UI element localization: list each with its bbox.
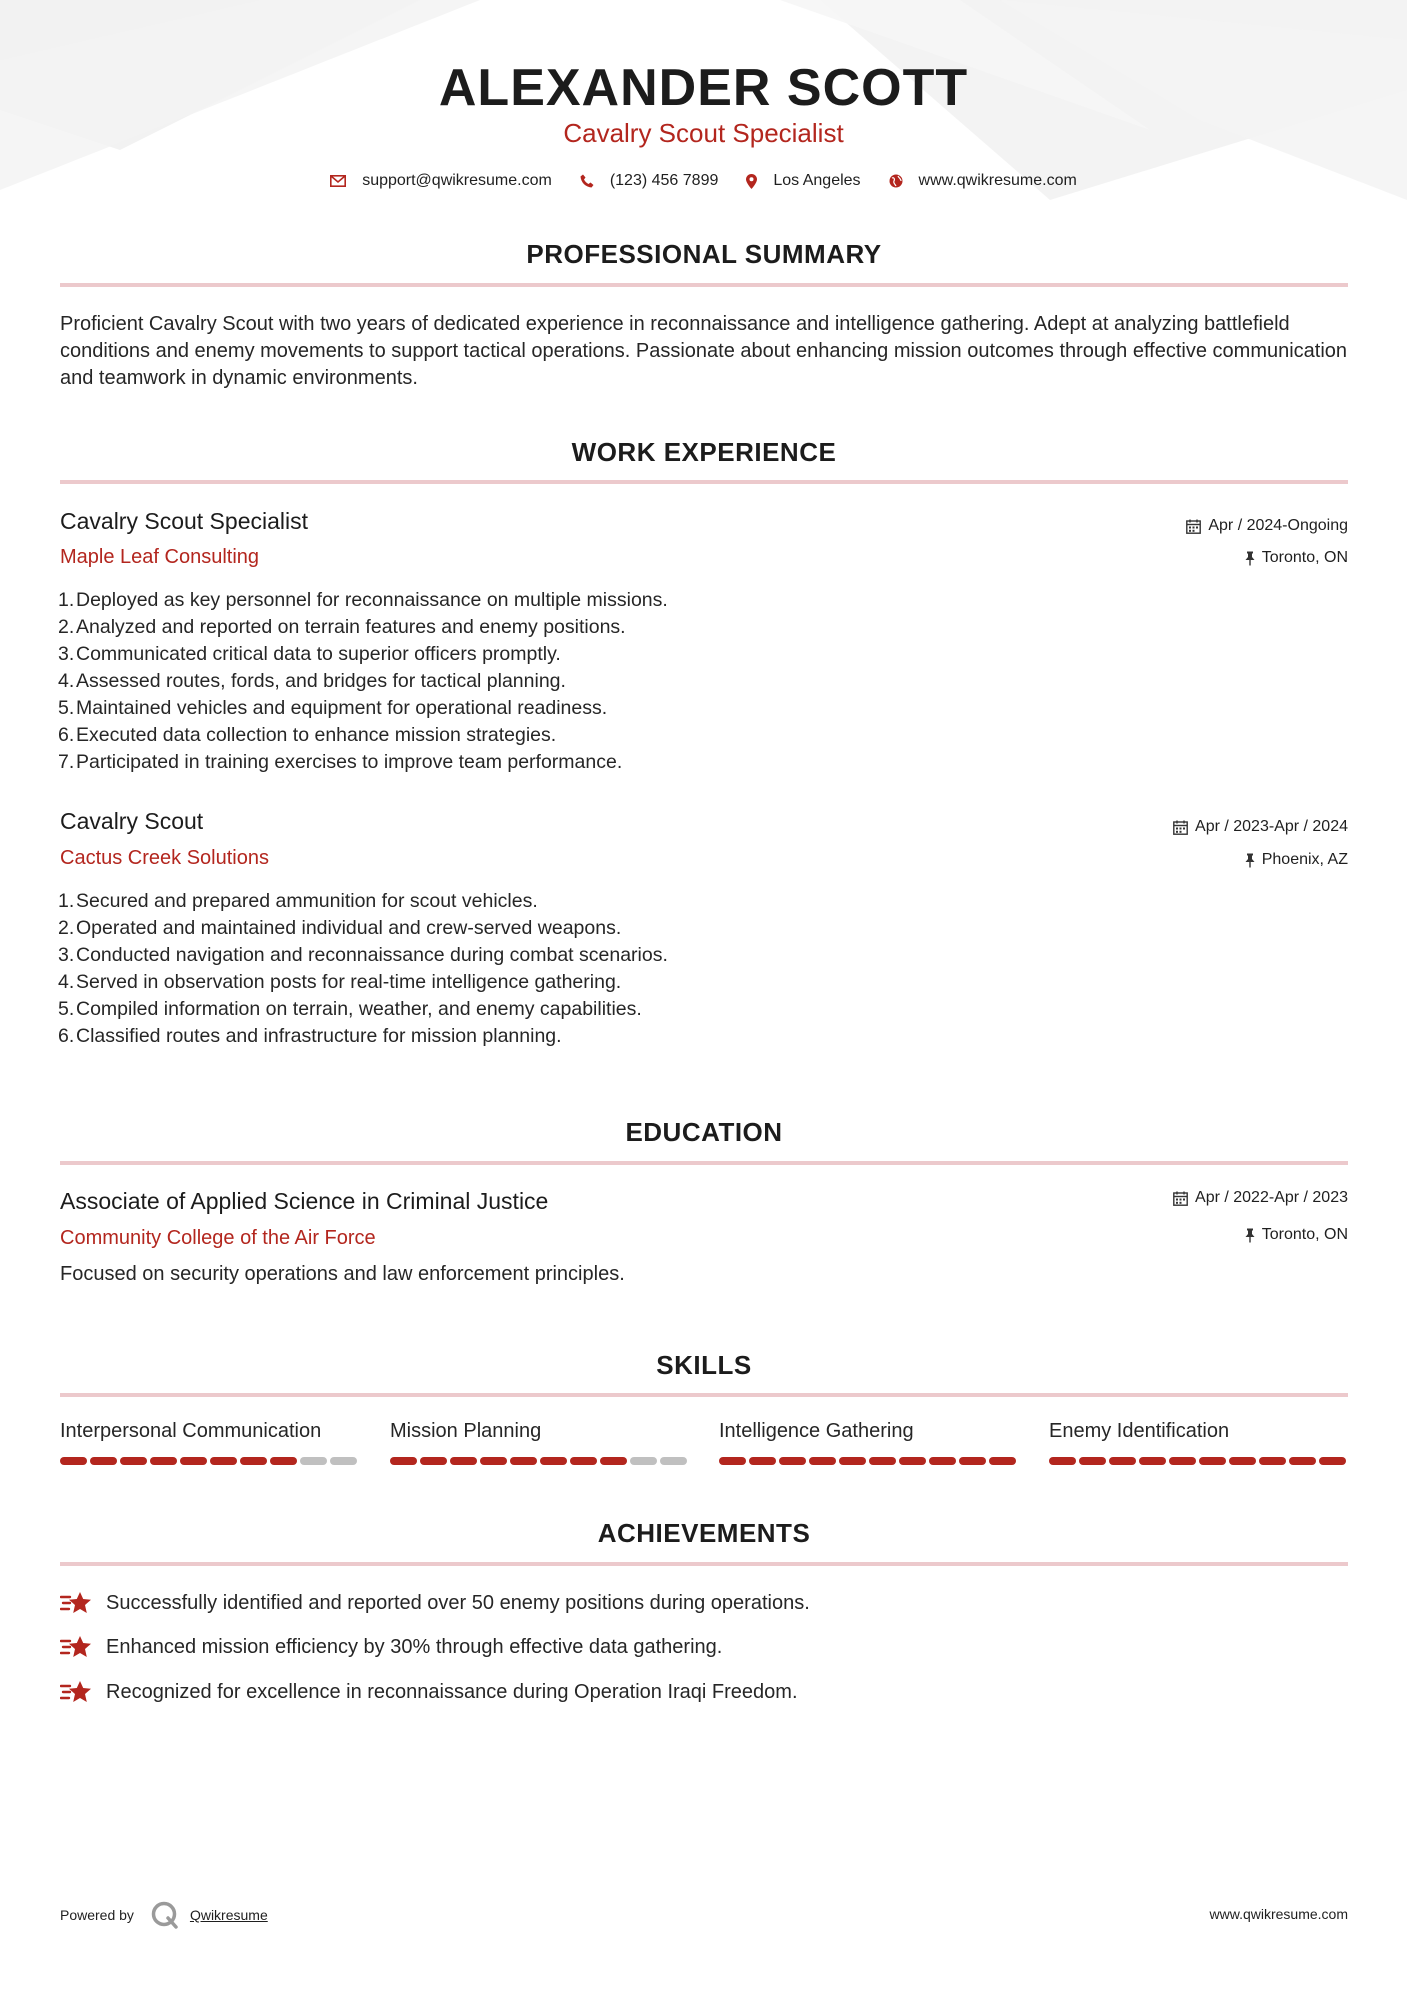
list-item-text: Served in observation posts for real-time intelligence gathering. [76,971,622,993]
skill-item [60,1420,360,1465]
phone-icon [580,174,594,188]
list-item-text: Compiled information on terrain, weather, and enemy capabilities. [76,998,642,1020]
experience-heading: WORK EXPERIENCE [571,437,837,467]
skill-level-segment-empty [300,1457,327,1465]
skill-level-segment-filled [210,1457,237,1465]
list-item-text: Operated and maintained individual and crew-served weapons. [76,917,622,939]
list-item-number: 3. [58,643,75,665]
skill-level-segment-filled [1199,1457,1226,1465]
skill-level-segment-filled [929,1457,956,1465]
achievement-item [60,1590,810,1616]
shooting-star-icon [60,1590,93,1616]
job-dates [1186,517,1348,535]
job-location-text: Toronto, ON [1261,549,1348,566]
skill-level-segment-filled [1139,1457,1166,1465]
summary-text: Proficient Cavalry Scout with two years of dedicated experience in reconnaissance and intelligence gathering. Adept at analyzing battlefield conditions and enemy movements to support tactical operations. Passionate about enhancing mission outcomes through effective communication and teamwork in dynamic environments. [60,313,1348,389]
skill-level-segment-filled [480,1457,507,1465]
pushpin-icon [1245,1228,1255,1243]
list-item-text: Participated in training exercises to improve team performance. [76,751,623,773]
list-item-text: Assessed routes, fords, and bridges for tactical planning. [76,670,566,692]
skill-level-segment-filled [570,1457,597,1465]
skill-item [1049,1420,1349,1465]
skill-level-segment-empty [630,1457,657,1465]
skill-level-segment-filled [420,1457,447,1465]
skill-level-segment-filled [989,1457,1016,1465]
contact-website[interactable] [889,172,1077,190]
pushpin-icon [1245,551,1255,566]
education-description: Focused on security operations and law enforcement principles. [60,1263,625,1285]
contact-phone-text: (123) 456 7899 [609,172,719,189]
skills-heading: SKILLS [656,1350,752,1380]
education-location-text: Toronto, ON [1261,1226,1348,1243]
job-duties-list [58,888,668,1050]
skill-level-segment-filled [1169,1457,1196,1465]
list-item-number: 5. [58,697,75,719]
skill-level-segment-filled [390,1457,417,1465]
job-title: Cavalry Scout [60,808,204,834]
education-heading: EDUCATION [625,1117,783,1147]
experience-divider [60,480,1348,484]
calendar-icon [1186,519,1201,534]
skill-level-segment-filled [839,1457,866,1465]
skill-level-segment-filled [1079,1457,1106,1465]
skill-level-segment-filled [180,1457,207,1465]
contact-email-text: support@qwikresume.com [362,172,552,189]
job-location [1245,549,1348,567]
list-item-text: Classified routes and infrastructure for mission planning. [76,1025,562,1047]
list-item [58,722,668,749]
skill-level-segment-empty [660,1457,687,1465]
skill-level-bar [1049,1457,1349,1465]
skill-level-segment-filled [150,1457,177,1465]
skill-level-segment-filled [240,1457,267,1465]
list-item-text: Deployed as key personnel for reconnaissance on multiple missions. [76,589,668,611]
skill-level-segment-filled [719,1457,746,1465]
list-item-text: Communicated critical data to superior officers promptly. [76,643,561,665]
list-item-text: Executed data collection to enhance mission strategies. [76,724,557,746]
achievement-text: Enhanced mission efficiency by 30% through effective data gathering. [106,1635,723,1658]
list-item-text: Analyzed and reported on terrain features and enemy positions. [76,616,626,638]
shooting-star-icon [60,1679,93,1705]
list-item [58,1023,668,1050]
skill-level-segment-filled [60,1457,87,1465]
education-divider [60,1161,1348,1165]
skill-level-segment-filled [1049,1457,1076,1465]
list-item [58,641,668,668]
list-item [58,915,668,942]
skill-level-bar [390,1457,690,1465]
globe-icon [889,174,903,188]
achievement-item [60,1634,722,1660]
footer-powered-by [60,1900,268,1930]
list-item [58,942,668,969]
achievements-heading: ACHIEVEMENTS [597,1518,811,1548]
list-item-number: 1. [58,589,75,611]
skill-level-bar [60,1457,360,1465]
skill-level-segment-filled [90,1457,117,1465]
envelope-icon [330,175,346,187]
job-dates [1173,818,1348,836]
skill-level-segment-filled [899,1457,926,1465]
candidate-role: Cavalry Scout Specialist [563,118,844,148]
list-item-number: 4. [58,670,75,692]
skill-level-segment-filled [749,1457,776,1465]
achievement-item [60,1679,798,1705]
qwikresume-logo-icon [150,1900,180,1930]
job-company: Maple Leaf Consulting [60,546,260,568]
skill-level-segment-filled [540,1457,567,1465]
job-dates-text: Apr / 2023-Apr / 2024 [1195,818,1348,835]
skill-level-segment-filled [450,1457,477,1465]
skill-level-segment-filled [1319,1457,1346,1465]
job-location-text: Phoenix, AZ [1261,851,1348,868]
skill-level-segment-filled [959,1457,986,1465]
education-dates [1173,1189,1348,1207]
calendar-icon [1173,1191,1188,1206]
skill-name: Enemy Identification [1049,1420,1230,1442]
list-item-text: Conducted navigation and reconnaissance during combat scenarios. [76,944,668,966]
list-item [58,996,668,1023]
skill-level-segment-filled [510,1457,537,1465]
summary-divider [60,283,1348,287]
skills-divider [60,1393,1348,1397]
skill-level-segment-filled [1109,1457,1136,1465]
skill-level-segment-filled [1229,1457,1256,1465]
education-location [1245,1226,1348,1244]
location-pin-icon [746,174,757,189]
list-item [58,888,668,915]
list-item [58,695,668,722]
achievement-text: Successfully identified and reported over 50 enemy positions during operations. [106,1591,810,1614]
job-title: Cavalry Scout Specialist [60,508,308,534]
calendar-icon [1173,820,1188,835]
skill-level-bar [719,1457,1019,1465]
pushpin-icon [1245,853,1255,868]
contact-bar [0,172,1407,190]
skill-level-segment-filled [1259,1457,1286,1465]
skill-name: Intelligence Gathering [719,1420,914,1442]
job-dates-text: Apr / 2024-Ongoing [1208,517,1348,534]
qwikresume-link[interactable]: Qwikresume [189,1907,268,1923]
skill-name: Interpersonal Communication [60,1420,322,1442]
list-item-number: 4. [58,971,75,993]
skill-item [390,1420,690,1465]
skill-level-segment-filled [270,1457,297,1465]
skill-name: Mission Planning [390,1420,542,1442]
list-item-number: 6. [58,724,75,746]
list-item-text: Secured and prepared ammunition for scout vehicles. [76,890,538,912]
degree-title: Associate of Applied Science in Criminal Justice [60,1188,549,1214]
list-item [58,668,668,695]
candidate-name: ALEXANDER SCOTT [438,59,969,117]
list-item-number: 2. [58,616,75,638]
list-item [58,587,668,614]
list-item-number: 1. [58,890,75,912]
list-item-text: Maintained vehicles and equipment for operational readiness. [76,697,608,719]
skill-level-segment-filled [1289,1457,1316,1465]
job-company: Cactus Creek Solutions [60,847,269,869]
list-item [58,749,668,776]
skill-level-segment-filled [809,1457,836,1465]
summary-heading: PROFESSIONAL SUMMARY [526,239,882,269]
school-name: Community College of the Air Force [60,1227,376,1249]
skill-level-segment-filled [869,1457,896,1465]
list-item [58,969,668,996]
list-item-number: 2. [58,917,75,939]
skill-level-segment-empty [330,1457,357,1465]
list-item [58,614,668,641]
list-item-number: 3. [58,944,75,966]
skill-level-segment-filled [779,1457,806,1465]
skill-level-segment-filled [120,1457,147,1465]
list-item-number: 6. [58,1025,75,1047]
powered-by-label: Powered by [60,1907,134,1923]
skill-item [719,1420,1019,1465]
contact-phone[interactable] [580,172,719,190]
job-duties-list [58,587,668,776]
achievements-divider [60,1562,1348,1566]
achievement-text: Recognized for excellence in reconnaissance during Operation Iraqi Freedom. [106,1680,798,1703]
contact-location [746,172,860,190]
list-item-number: 7. [58,751,75,773]
job-location [1245,851,1348,869]
contact-website-text: www.qwikresume.com [918,172,1077,189]
list-item-number: 5. [58,998,75,1020]
footer-website[interactable]: www.qwikresume.com [1209,1906,1348,1922]
skill-level-segment-filled [600,1457,627,1465]
shooting-star-icon [60,1634,93,1660]
contact-location-text: Los Angeles [773,172,861,189]
education-dates-text: Apr / 2022-Apr / 2023 [1195,1189,1348,1206]
contact-email[interactable] [330,172,552,190]
